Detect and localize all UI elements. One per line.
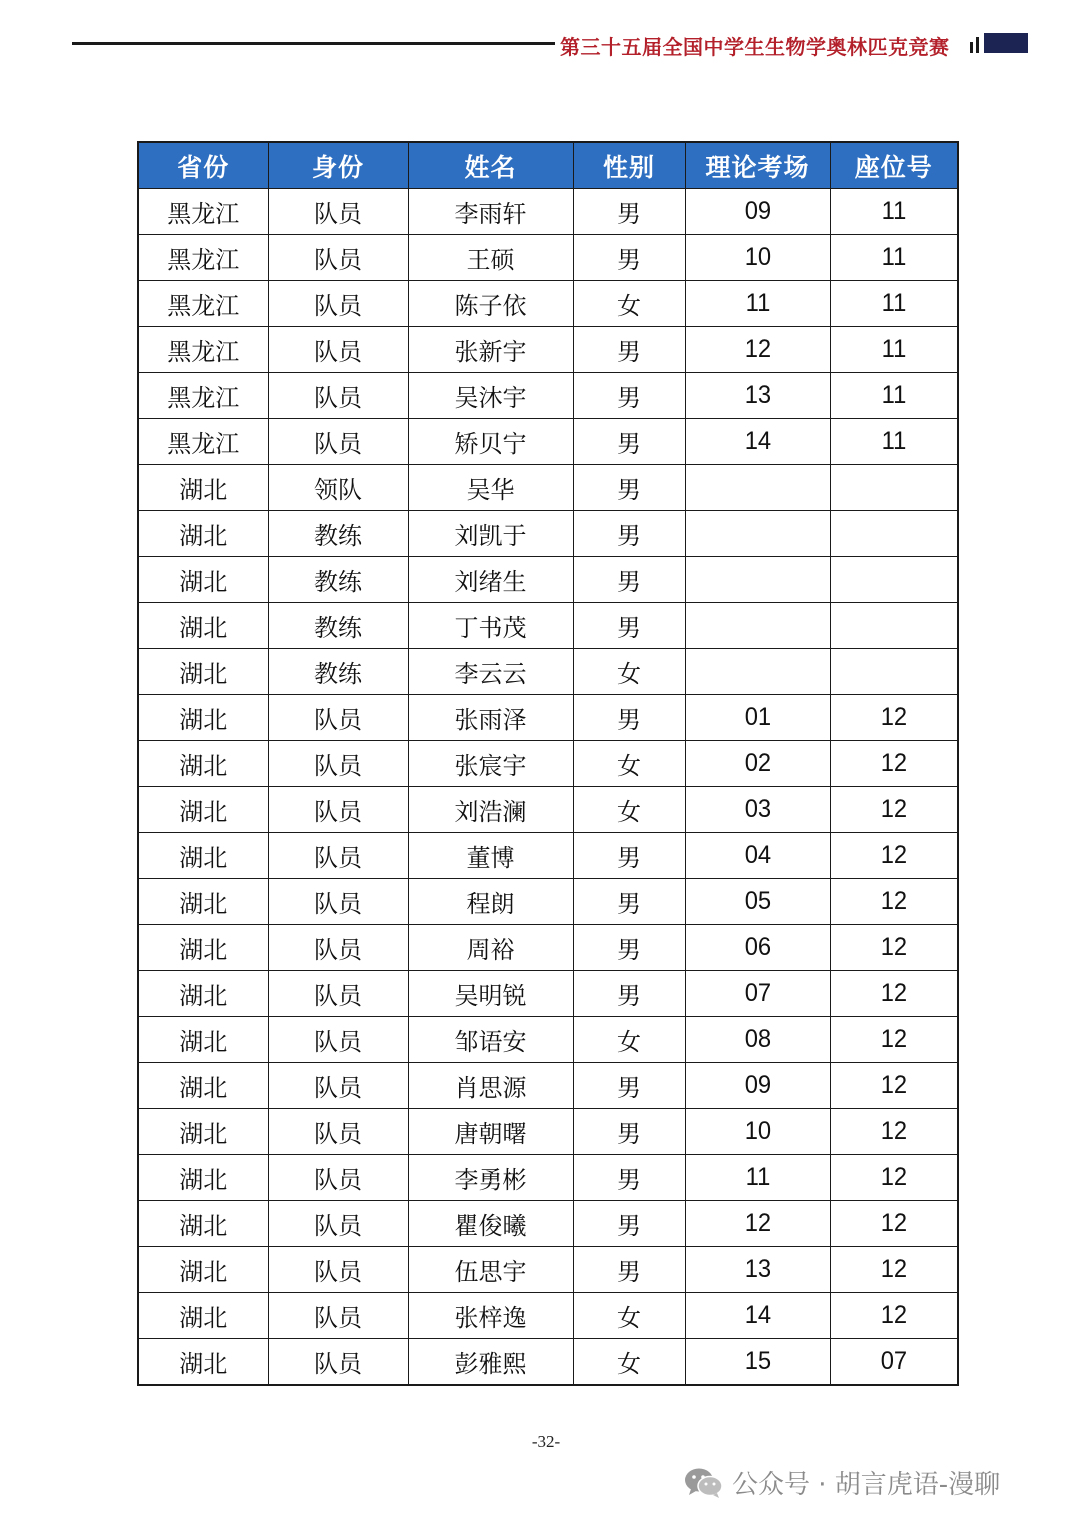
cell-value: 12 xyxy=(880,749,907,777)
cell-province: 黑龙江 xyxy=(138,327,268,373)
cell-name: 程朗 xyxy=(408,879,573,925)
cell-exam-room xyxy=(685,1063,830,1109)
table-row xyxy=(138,465,958,511)
table-row xyxy=(138,327,958,373)
cell-gender: 男 xyxy=(573,419,685,465)
cell-seat-number xyxy=(830,327,958,373)
table-row xyxy=(138,925,958,971)
cell-exam-room xyxy=(685,511,830,557)
cell-gender: 男 xyxy=(573,833,685,879)
cell-name: 李雨轩 xyxy=(408,189,573,235)
cell-name: 王硕 xyxy=(408,235,573,281)
cell-gender: 女 xyxy=(573,1339,685,1386)
cell-province: 黑龙江 xyxy=(138,419,268,465)
cell-exam-room xyxy=(685,833,830,879)
cell-name: 李勇彬 xyxy=(408,1155,573,1201)
cell-value: 01 xyxy=(744,703,771,731)
cell-exam-room xyxy=(685,1017,830,1063)
cell-value: 14 xyxy=(744,1301,771,1329)
cell-value: 09 xyxy=(744,197,771,225)
header-bar-tall xyxy=(976,37,979,53)
wechat-icon xyxy=(684,1466,724,1500)
cell-province: 湖北 xyxy=(138,511,268,557)
cell-province: 黑龙江 xyxy=(138,235,268,281)
cell-value: 12 xyxy=(880,1071,907,1099)
cell-gender: 男 xyxy=(573,235,685,281)
cell-name: 邹语安 xyxy=(408,1017,573,1063)
table-row xyxy=(138,695,958,741)
cell-role: 队员 xyxy=(268,1063,408,1109)
cell-value: 11 xyxy=(745,289,770,317)
cell-gender: 男 xyxy=(573,879,685,925)
cell-gender: 男 xyxy=(573,1155,685,1201)
cell-seat-number xyxy=(830,603,958,649)
cell-exam-room xyxy=(685,1155,830,1201)
cell-seat-number xyxy=(830,1247,958,1293)
table-row xyxy=(138,235,958,281)
cell-province: 湖北 xyxy=(138,833,268,879)
cell-seat-number xyxy=(830,741,958,787)
cell-gender: 女 xyxy=(573,649,685,695)
cell-value: 10 xyxy=(744,243,771,271)
cell-role: 队员 xyxy=(268,189,408,235)
cell-value: 11 xyxy=(881,381,907,409)
table-row xyxy=(138,787,958,833)
cell-value: 12 xyxy=(880,1025,907,1053)
cell-name: 唐朝曙 xyxy=(408,1109,573,1155)
table-row xyxy=(138,1293,958,1339)
cell-role: 队员 xyxy=(268,741,408,787)
cell-value: 11 xyxy=(881,243,907,271)
table-row xyxy=(138,1201,958,1247)
cell-province: 湖北 xyxy=(138,1063,268,1109)
table-row xyxy=(138,1339,958,1386)
column-header-role: 身份 xyxy=(268,142,408,189)
column-header-gender: 性别 xyxy=(573,142,685,189)
cell-province: 湖北 xyxy=(138,603,268,649)
cell-name: 吴沐宇 xyxy=(408,373,573,419)
cell-province: 黑龙江 xyxy=(138,189,268,235)
cell-exam-room xyxy=(685,649,830,695)
cell-value: 12 xyxy=(880,703,907,731)
cell-gender: 女 xyxy=(573,741,685,787)
cell-gender: 男 xyxy=(573,189,685,235)
cell-role: 队员 xyxy=(268,1109,408,1155)
cell-seat-number xyxy=(830,557,958,603)
cell-seat-number xyxy=(830,787,958,833)
cell-role: 队员 xyxy=(268,419,408,465)
cell-exam-room xyxy=(685,189,830,235)
cell-seat-number xyxy=(830,649,958,695)
cell-value: 12 xyxy=(880,1301,907,1329)
cell-province: 湖北 xyxy=(138,1339,268,1386)
cell-value: 12 xyxy=(744,1209,771,1237)
cell-province: 湖北 xyxy=(138,787,268,833)
header-navy-block xyxy=(984,33,1028,53)
cell-value: 13 xyxy=(744,1255,771,1283)
cell-gender: 男 xyxy=(573,1201,685,1247)
cell-name: 矫贝宁 xyxy=(408,419,573,465)
cell-role: 队员 xyxy=(268,1339,408,1386)
cell-role: 队员 xyxy=(268,833,408,879)
cell-role: 教练 xyxy=(268,649,408,695)
cell-seat-number xyxy=(830,695,958,741)
cell-role: 队员 xyxy=(268,1017,408,1063)
cell-exam-room xyxy=(685,1293,830,1339)
cell-exam-room xyxy=(685,419,830,465)
cell-name: 周裕 xyxy=(408,925,573,971)
cell-gender: 女 xyxy=(573,1017,685,1063)
cell-role: 队员 xyxy=(268,787,408,833)
cell-value: 05 xyxy=(744,887,771,915)
cell-seat-number xyxy=(830,511,958,557)
cell-value: 12 xyxy=(880,1117,907,1145)
cell-exam-room xyxy=(685,879,830,925)
cell-province: 湖北 xyxy=(138,1201,268,1247)
header-rule xyxy=(72,42,555,45)
cell-exam-room xyxy=(685,787,830,833)
cell-name: 刘绪生 xyxy=(408,557,573,603)
header-bar-thin xyxy=(970,42,973,53)
cell-province: 湖北 xyxy=(138,925,268,971)
cell-seat-number xyxy=(830,1063,958,1109)
cell-seat-number xyxy=(830,1017,958,1063)
cell-seat-number xyxy=(830,419,958,465)
cell-role: 教练 xyxy=(268,511,408,557)
cell-value: 12 xyxy=(880,933,907,961)
cell-role: 教练 xyxy=(268,557,408,603)
cell-gender: 男 xyxy=(573,511,685,557)
cell-name: 彭雅熙 xyxy=(408,1339,573,1386)
table-row xyxy=(138,189,958,235)
cell-province: 黑龙江 xyxy=(138,373,268,419)
table-row xyxy=(138,1155,958,1201)
cell-value: 03 xyxy=(744,795,771,823)
cell-seat-number xyxy=(830,971,958,1017)
cell-exam-room xyxy=(685,603,830,649)
table-row xyxy=(138,419,958,465)
table-row xyxy=(138,373,958,419)
cell-role: 队员 xyxy=(268,281,408,327)
cell-role: 队员 xyxy=(268,327,408,373)
cell-exam-room xyxy=(685,1201,830,1247)
cell-gender: 男 xyxy=(573,603,685,649)
cell-role: 队员 xyxy=(268,1293,408,1339)
cell-province: 湖北 xyxy=(138,557,268,603)
cell-gender: 男 xyxy=(573,1247,685,1293)
table-row xyxy=(138,1247,958,1293)
table-row xyxy=(138,557,958,603)
table-row xyxy=(138,1063,958,1109)
cell-role: 队员 xyxy=(268,695,408,741)
cell-seat-number xyxy=(830,235,958,281)
cell-value: 14 xyxy=(744,427,771,455)
cell-value: 12 xyxy=(880,1255,907,1283)
cell-exam-room xyxy=(685,465,830,511)
cell-value: 07 xyxy=(880,1347,907,1375)
table-row xyxy=(138,511,958,557)
cell-province: 湖北 xyxy=(138,879,268,925)
table-row xyxy=(138,649,958,695)
cell-name: 李云云 xyxy=(408,649,573,695)
cell-name: 瞿俊曦 xyxy=(408,1201,573,1247)
column-header-province: 省份 xyxy=(138,142,268,189)
cell-value: 12 xyxy=(880,1209,907,1237)
cell-exam-room xyxy=(685,1109,830,1155)
cell-province: 湖北 xyxy=(138,971,268,1017)
cell-exam-room xyxy=(685,557,830,603)
cell-province: 湖北 xyxy=(138,465,268,511)
cell-gender: 男 xyxy=(573,465,685,511)
cell-value: 02 xyxy=(744,749,771,777)
cell-gender: 女 xyxy=(573,281,685,327)
cell-value: 07 xyxy=(744,979,771,1007)
cell-name: 伍思宇 xyxy=(408,1247,573,1293)
cell-value: 12 xyxy=(880,979,907,1007)
cell-role: 领队 xyxy=(268,465,408,511)
cell-role: 队员 xyxy=(268,235,408,281)
cell-gender: 女 xyxy=(573,1293,685,1339)
cell-name: 刘浩澜 xyxy=(408,787,573,833)
cell-seat-number xyxy=(830,1293,958,1339)
table-row xyxy=(138,1017,958,1063)
participant-table xyxy=(137,141,959,1386)
cell-province: 湖北 xyxy=(138,649,268,695)
cell-seat-number xyxy=(830,281,958,327)
cell-role: 队员 xyxy=(268,373,408,419)
cell-seat-number xyxy=(830,1201,958,1247)
table-row xyxy=(138,603,958,649)
cell-value: 11 xyxy=(881,197,907,225)
cell-value: 12 xyxy=(880,1163,907,1191)
column-header-seat-number: 座位号 xyxy=(830,142,958,189)
cell-name: 吴华 xyxy=(408,465,573,511)
cell-role: 教练 xyxy=(268,603,408,649)
cell-role: 队员 xyxy=(268,925,408,971)
cell-exam-room xyxy=(685,373,830,419)
cell-gender: 女 xyxy=(573,787,685,833)
cell-gender: 男 xyxy=(573,1109,685,1155)
cell-seat-number xyxy=(830,925,958,971)
cell-exam-room xyxy=(685,327,830,373)
cell-exam-room xyxy=(685,971,830,1017)
cell-value: 12 xyxy=(880,841,907,869)
cell-exam-room xyxy=(685,1339,830,1386)
cell-seat-number xyxy=(830,833,958,879)
table-row xyxy=(138,971,958,1017)
table-row xyxy=(138,1109,958,1155)
cell-role: 队员 xyxy=(268,1155,408,1201)
cell-province: 湖北 xyxy=(138,741,268,787)
cell-exam-room xyxy=(685,235,830,281)
cell-value: 10 xyxy=(744,1117,771,1145)
cell-value: 06 xyxy=(744,933,771,961)
cell-role: 队员 xyxy=(268,971,408,1017)
cell-role: 队员 xyxy=(268,1201,408,1247)
cell-seat-number xyxy=(830,1155,958,1201)
cell-gender: 男 xyxy=(573,373,685,419)
competition-title: 第三十五届全国中学生生物学奥林匹克竞赛 xyxy=(560,35,950,59)
cell-province: 湖北 xyxy=(138,695,268,741)
cell-gender: 男 xyxy=(573,327,685,373)
header-decoration xyxy=(970,33,1028,53)
table-row xyxy=(138,879,958,925)
cell-exam-room xyxy=(685,695,830,741)
cell-gender: 男 xyxy=(573,557,685,603)
header-row xyxy=(138,142,958,189)
table-body xyxy=(138,189,958,1386)
page-number: -32- xyxy=(531,1432,561,1451)
cell-province: 湖北 xyxy=(138,1155,268,1201)
cell-value: 12 xyxy=(744,335,771,363)
cell-value: 12 xyxy=(880,887,907,915)
cell-name: 丁书茂 xyxy=(408,603,573,649)
cell-gender: 男 xyxy=(573,971,685,1017)
watermark-text: 公众号 · 胡言虎语-漫聊 xyxy=(732,1470,1001,1500)
table-header xyxy=(138,142,958,189)
cell-name: 张雨泽 xyxy=(408,695,573,741)
cell-value: 12 xyxy=(880,795,907,823)
cell-seat-number xyxy=(830,465,958,511)
cell-gender: 男 xyxy=(573,1063,685,1109)
cell-exam-room xyxy=(685,925,830,971)
cell-exam-room xyxy=(685,281,830,327)
cell-name: 肖思源 xyxy=(408,1063,573,1109)
cell-value: 08 xyxy=(744,1025,771,1053)
cell-gender: 男 xyxy=(573,695,685,741)
cell-seat-number xyxy=(830,879,958,925)
cell-value: 11 xyxy=(881,335,907,363)
cell-gender: 男 xyxy=(573,925,685,971)
column-header-exam-room: 理论考场 xyxy=(685,142,830,189)
cell-value: 11 xyxy=(745,1163,770,1191)
cell-name: 刘凯于 xyxy=(408,511,573,557)
table-row xyxy=(138,833,958,879)
cell-exam-room xyxy=(685,1247,830,1293)
table-row xyxy=(138,741,958,787)
cell-role: 队员 xyxy=(268,1247,408,1293)
cell-value: 13 xyxy=(744,381,771,409)
cell-province: 湖北 xyxy=(138,1109,268,1155)
watermark xyxy=(684,1464,1000,1501)
cell-value: 11 xyxy=(881,289,907,317)
cell-province: 湖北 xyxy=(138,1017,268,1063)
cell-name: 张新宇 xyxy=(408,327,573,373)
cell-exam-room xyxy=(685,741,830,787)
cell-province: 湖北 xyxy=(138,1293,268,1339)
cell-role: 队员 xyxy=(268,879,408,925)
cell-seat-number xyxy=(830,189,958,235)
column-header-name: 姓名 xyxy=(408,142,573,189)
cell-province: 湖北 xyxy=(138,1247,268,1293)
cell-value: 15 xyxy=(744,1347,771,1375)
cell-seat-number xyxy=(830,1339,958,1386)
cell-name: 陈子依 xyxy=(408,281,573,327)
cell-seat-number xyxy=(830,1109,958,1155)
cell-value: 11 xyxy=(881,427,907,455)
cell-value: 09 xyxy=(744,1071,771,1099)
table-row xyxy=(138,281,958,327)
cell-name: 张梓逸 xyxy=(408,1293,573,1339)
cell-seat-number xyxy=(830,373,958,419)
cell-name: 吴明锐 xyxy=(408,971,573,1017)
cell-name: 张宸宇 xyxy=(408,741,573,787)
cell-province: 黑龙江 xyxy=(138,281,268,327)
cell-name: 董博 xyxy=(408,833,573,879)
cell-value: 04 xyxy=(744,841,771,869)
